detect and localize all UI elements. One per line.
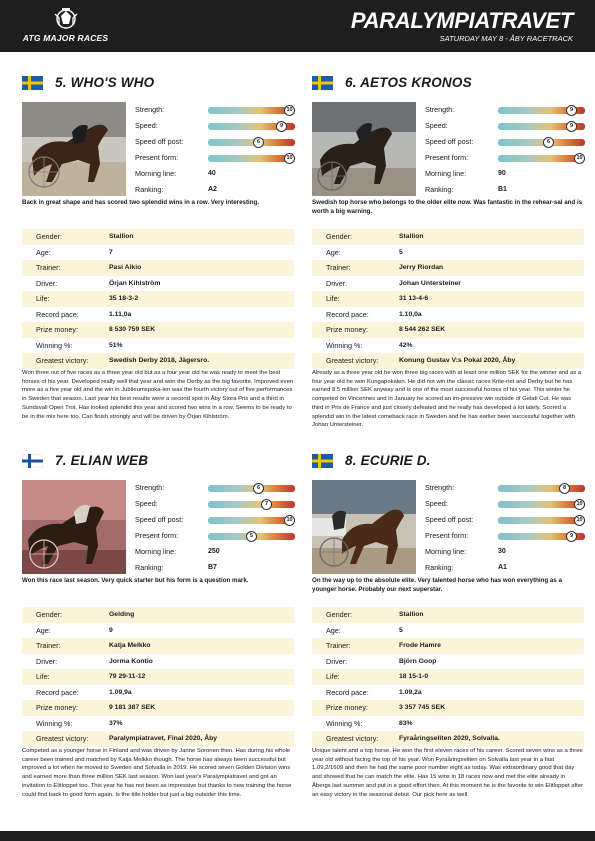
strength-rating [425, 482, 585, 494]
prize-money-label: Prize money: [36, 703, 78, 712]
prize-money-label: Prize money: [326, 703, 368, 712]
winning-label: Winning %: [326, 340, 363, 350]
morning-line-value: 30 [498, 548, 506, 555]
winning-value: 83% [399, 719, 413, 727]
fact-row-greatest-victory [312, 731, 584, 747]
horse-title [312, 452, 584, 470]
fact-row-greatest-victory [22, 353, 294, 369]
gender-label: Gender: [326, 232, 352, 241]
winning-label: Winning %: [36, 718, 73, 728]
strength-rating [135, 104, 295, 116]
gender-label: Gender: [326, 610, 352, 619]
rating-bar [498, 107, 585, 114]
horse-summary: Back in great shape and has scored two splendid wins in a row. Very interesting. [22, 199, 260, 206]
rating-bar [208, 533, 295, 540]
present-form-score: 9 [566, 531, 577, 542]
rating-bar [498, 501, 585, 508]
fact-row-winning [312, 338, 584, 354]
speed-score: 7 [261, 499, 272, 510]
finland-flag-icon [22, 454, 43, 468]
speed-label: Speed: [425, 499, 448, 508]
gender-label: Gender: [36, 232, 62, 241]
horse-photo [312, 102, 416, 196]
record-pace-label: Record pace: [36, 309, 79, 319]
driver-label: Driver: [326, 656, 348, 666]
ranking-value: B1 [498, 186, 507, 193]
rating-bar [208, 139, 295, 146]
event-subtitle: SATURDAY MAY 8 - ÅBY RACETRACK [439, 34, 573, 43]
horse-summary: On the way up to the absolute elite. Very talented horse who has won everything as a younger horse. Probably our next superstar. [312, 577, 562, 593]
ranking-label: Ranking: [135, 185, 164, 194]
gender-value: Stallion [399, 233, 424, 240]
ranking-label: Ranking: [135, 563, 164, 572]
gender-value: Gelding [109, 611, 135, 618]
rating-bar [498, 123, 585, 130]
fact-row-trainer [22, 638, 294, 654]
speed-off-post-label: Speed off post: [425, 137, 474, 146]
morning-line [425, 546, 585, 558]
trainer-value: Jerry Riordan [399, 264, 444, 271]
present-form-score: 10 [284, 153, 295, 164]
strength-label: Strength: [425, 105, 455, 114]
record-pace-label: Record pace: [326, 687, 369, 697]
event-title: PARALYMPIATRAVET [350, 8, 573, 33]
fact-row-prize-money [22, 700, 294, 716]
prize-money-value: 9 181 387 SEK [109, 704, 156, 711]
prize-money-label: Prize money: [326, 325, 368, 334]
prize-money-label: Prize money: [36, 325, 78, 334]
present-form-rating [425, 530, 585, 542]
horse-photo [22, 102, 126, 196]
record-pace-label: Record pace: [326, 309, 369, 319]
fact-row-gender [22, 607, 294, 623]
speed-off-post-label: Speed off post: [135, 137, 184, 146]
driver-value: Jorma Kontio [109, 657, 153, 665]
trainer-value: Pasi Aikio [109, 264, 142, 271]
fact-row-winning [22, 338, 294, 354]
prize-money-value: 8 530 759 SEK [109, 326, 156, 333]
winning-value: 37% [109, 719, 123, 727]
horse-summary: Won this race last season. Very quick starter but his form is a question mark. [22, 577, 249, 584]
speed-off-post-score: 6 [253, 137, 264, 148]
prize-money-value: 8 544 262 SEK [399, 326, 446, 333]
fact-row-gender [312, 229, 584, 245]
speed-rating [135, 498, 295, 510]
atg-logo [18, 6, 113, 46]
morning-line-value: 90 [498, 170, 506, 177]
strength-score: 9 [566, 105, 577, 116]
driver-value: Johan Untersteiner [399, 279, 461, 287]
driver-label: Driver: [36, 656, 58, 666]
rating-bar [498, 139, 585, 146]
fact-row-prize-money [22, 322, 294, 338]
trainer-label: Trainer: [36, 263, 61, 272]
facts-table [22, 607, 294, 747]
rating-bar [208, 107, 295, 114]
strength-score: 8 [559, 483, 570, 494]
ranking [425, 562, 585, 574]
age-value: 5 [399, 626, 403, 634]
rating-bar [208, 501, 295, 508]
horse-description: Already as a three year old he won three big races with at least one million SEK for the winner and as a four year old he won Kungapokalen. He did not win the classic races Krite-riet and Derby but he has earned 8.5 million SEK anyway and is one of the most successful horses of his year. This winter he competed on Vincennes and in January he scored an im-pressive win outside of Gelati Cut. He was third in Prix de France and just closely defeated and he really has developed a lot lately. Scored a splendid win in the latest comeback race in Sweden and he has earlier been successful together with Johan Untersteiner. [312, 370, 582, 429]
fact-row-winning [312, 716, 584, 732]
record-pace-label: Record pace: [36, 687, 79, 697]
prize-money-value: 3 357 745 SEK [399, 704, 446, 711]
strength-label: Strength: [135, 483, 165, 492]
horse-photo [22, 480, 126, 574]
page-footer [0, 831, 595, 841]
speed-score: 9 [276, 121, 287, 132]
trainer-label: Trainer: [36, 641, 61, 650]
ranking-value: B7 [208, 564, 217, 571]
fact-row-trainer [22, 260, 294, 276]
speed-label: Speed: [425, 121, 448, 130]
fact-row-record-pace [22, 307, 294, 323]
fact-row-life [22, 291, 294, 307]
fact-row-age [312, 245, 584, 261]
rating-bar [498, 155, 585, 162]
greatest-victory-value: Swedish Derby 2018, Jägersro. [109, 357, 210, 364]
winning-value: 42% [399, 341, 413, 349]
sweden-flag-icon [312, 76, 333, 90]
age-label: Age: [36, 625, 51, 635]
fact-row-driver [22, 654, 294, 670]
ranking [135, 184, 295, 196]
present-form-label: Present form: [425, 153, 469, 162]
fact-row-prize-money [312, 322, 584, 338]
record-pace-value: 1.09,9a [109, 688, 132, 696]
rating-bar [208, 485, 295, 492]
rating-bar [498, 517, 585, 524]
morning-line-label: Morning line: [425, 547, 467, 556]
horse-name: 5. WHO'S WHO [55, 75, 155, 90]
life-value: 79 29-11-12 [109, 673, 146, 680]
fact-row-driver [312, 654, 584, 670]
horse-description: Competed as a younger horse in Finland and was driven by Janne Soronen then. Has during his whole career been trained and matched by Katja Melkko though. The horse has always been successful but improved a lot when he moved to Sweden and Solvalla in 2019. He scored seven Golden Division wins and earned more than three million SEK last season. Won last year's Paralympiatravet and got an invitation to Elitloppet too. This year he has not been as impressive but thanks to new training the horse could find back to good form again. Is the title holder but just a big outsider this time. [22, 748, 292, 798]
strength-score: 6 [253, 483, 264, 494]
rating-bar [498, 533, 585, 540]
fact-row-trainer [312, 638, 584, 654]
facts-table [312, 229, 584, 369]
greatest-victory-value: Fyraåringseliten 2020, Solvalla. [399, 735, 500, 742]
present-form-score: 5 [246, 531, 257, 542]
rating-bar [208, 123, 295, 130]
horse-name: 8. ECURIE D. [345, 453, 431, 468]
sweden-flag-icon [312, 454, 333, 468]
speed-rating [135, 120, 295, 132]
morning-line [135, 168, 295, 180]
life-value: 18 15-1-0 [399, 673, 429, 680]
record-pace-value: 1.11,0a [109, 310, 132, 318]
fact-row-gender [312, 607, 584, 623]
ranking [135, 562, 295, 574]
age-value: 5 [399, 248, 403, 256]
fact-row-driver [22, 276, 294, 292]
present-form-label: Present form: [425, 531, 469, 540]
ranking-label: Ranking: [425, 185, 454, 194]
fact-row-driver [312, 276, 584, 292]
sweden-flag-icon [22, 76, 43, 90]
fact-row-record-pace [312, 307, 584, 323]
horse-description: Unique talent and a top horse. He won the first eleven races of his career. Scored seven wins as a three year old without facing the top of his year. Won Fyraåringseliten on Solvalla last year in a fast 1.09,2/1609 and then he had the same poor number eight as today. Was extraordinary good that day and showed that he can match the elite. Has 15 wins in 18 races now and met the elite already in Åbergs last summer and put in a good effort then. At this moment he is the favorite to win Elitloppet after an easy victory in the seasonal debut. Our pick here as well. [312, 748, 584, 798]
rating-bar [208, 155, 295, 162]
horse-name: 6. AETOS KRONOS [345, 75, 472, 90]
age-label: Age: [326, 247, 341, 257]
speed-off-post-rating [135, 136, 295, 148]
driver-value: Björn Goop [399, 657, 437, 665]
life-label: Life: [326, 294, 340, 303]
morning-line [425, 168, 585, 180]
speed-rating [425, 498, 585, 510]
greatest-victory-label: Greatest victory: [36, 734, 89, 743]
fact-row-prize-money [312, 700, 584, 716]
record-pace-value: 1.10,0a [399, 310, 422, 318]
speed-label: Speed: [135, 499, 158, 508]
driver-label: Driver: [326, 278, 348, 288]
strength-label: Strength: [135, 105, 165, 114]
ranking-label: Ranking: [425, 563, 454, 572]
winning-label: Winning %: [36, 340, 73, 350]
speed-off-post-label: Speed off post: [425, 515, 474, 524]
age-label: Age: [36, 247, 51, 257]
fact-row-life [22, 669, 294, 685]
trainer-label: Trainer: [326, 263, 351, 272]
present-form-rating [135, 530, 295, 542]
age-value: 9 [109, 626, 113, 634]
gender-value: Stallion [399, 611, 424, 618]
trainer-label: Trainer: [326, 641, 351, 650]
fact-row-life [312, 291, 584, 307]
page-header [0, 0, 595, 52]
morning-line-label: Morning line: [135, 169, 177, 178]
fact-row-age [312, 623, 584, 639]
speed-score: 10 [574, 499, 585, 510]
horse-title [22, 74, 294, 92]
horse-photo [312, 480, 416, 574]
life-label: Life: [36, 672, 50, 681]
rating-bar [498, 485, 585, 492]
life-value: 31 13-4-6 [399, 295, 429, 302]
strength-label: Strength: [425, 483, 455, 492]
trainer-value: Frode Hamre [399, 642, 441, 649]
fact-row-greatest-victory [312, 353, 584, 369]
horse-name: 7. ELIAN WEB [55, 453, 149, 468]
fact-row-greatest-victory [22, 731, 294, 747]
crest-icon [52, 6, 80, 32]
greatest-victory-label: Greatest victory: [36, 356, 89, 365]
speed-off-post-score: 10 [574, 515, 585, 526]
facts-table [22, 229, 294, 369]
fact-row-record-pace [312, 685, 584, 701]
winning-label: Winning %: [326, 718, 363, 728]
present-form-label: Present form: [135, 531, 179, 540]
greatest-victory-label: Greatest victory: [326, 356, 379, 365]
facts-table [312, 607, 584, 747]
driver-value: Örjan Kihlström [109, 279, 161, 287]
fact-row-trainer [312, 260, 584, 276]
speed-off-post-score: 10 [284, 515, 295, 526]
morning-line-value: 250 [208, 548, 220, 555]
gender-value: Stallion [109, 233, 134, 240]
greatest-victory-label: Greatest victory: [326, 734, 379, 743]
trainer-value: Katja Melkko [109, 642, 151, 649]
present-form-rating [135, 152, 295, 164]
ranking [425, 184, 585, 196]
speed-off-post-score: 6 [543, 137, 554, 148]
morning-line [135, 546, 295, 558]
horse-title [312, 74, 584, 92]
present-form-label: Present form: [135, 153, 179, 162]
speed-label: Speed: [135, 121, 158, 130]
age-label: Age: [326, 625, 341, 635]
fact-row-record-pace [22, 685, 294, 701]
life-value: 35 18-3-2 [109, 295, 139, 302]
strength-rating [425, 104, 585, 116]
life-label: Life: [326, 672, 340, 681]
present-form-score: 10 [574, 153, 585, 164]
morning-line-value: 40 [208, 170, 216, 177]
age-value: 7 [109, 248, 113, 256]
horse-title [22, 452, 294, 470]
logo-text: ATG MAJOR RACES [22, 33, 109, 43]
strength-rating [135, 482, 295, 494]
gender-label: Gender: [36, 610, 62, 619]
fact-row-age [22, 623, 294, 639]
speed-off-post-rating [425, 514, 585, 526]
greatest-victory-value: Konung Gustav V:s Pokal 2020, Åby [399, 357, 516, 364]
life-label: Life: [36, 294, 50, 303]
record-pace-value: 1.09,2a [399, 688, 422, 696]
fact-row-age [22, 245, 294, 261]
strength-score: 10 [284, 105, 295, 116]
speed-off-post-label: Speed off post: [135, 515, 184, 524]
rating-bar [208, 517, 295, 524]
speed-off-post-rating [135, 514, 295, 526]
horse-description: Won three out of five races as a three year old but as a four year old he was ready to meet the best horses of his year. Developed really well that year and won the Derby as the big favorite. Improved even more as a five year old and the win in Jubileumspoka-len was the fourth victory out of five performances in Sweden that season. Last year his best results were a second spot in Åby Stora Pris and a third in Sundsvall Open Trot. Has looked splendid this year and scored two wins in a row. Seems to be ready to be in the mix here too. Can finish strongly and will be driven by Örjan Kihlström. [22, 370, 294, 420]
greatest-victory-value: Paralympiatravet, Final 2020, Åby [109, 735, 218, 742]
fact-row-winning [22, 716, 294, 732]
fact-row-gender [22, 229, 294, 245]
ranking-value: A2 [208, 186, 217, 193]
present-form-rating [425, 152, 585, 164]
speed-score: 9 [566, 121, 577, 132]
winning-value: 51% [109, 341, 123, 349]
speed-rating [425, 120, 585, 132]
fact-row-life [312, 669, 584, 685]
morning-line-label: Morning line: [425, 169, 467, 178]
driver-label: Driver: [36, 278, 58, 288]
morning-line-label: Morning line: [135, 547, 177, 556]
ranking-value: A1 [498, 564, 507, 571]
horse-summary: Swedish top horse who belongs to the older elite now. Was fantastic in the rehear-sal and is worth a big warning. [312, 199, 583, 215]
speed-off-post-rating [425, 136, 585, 148]
